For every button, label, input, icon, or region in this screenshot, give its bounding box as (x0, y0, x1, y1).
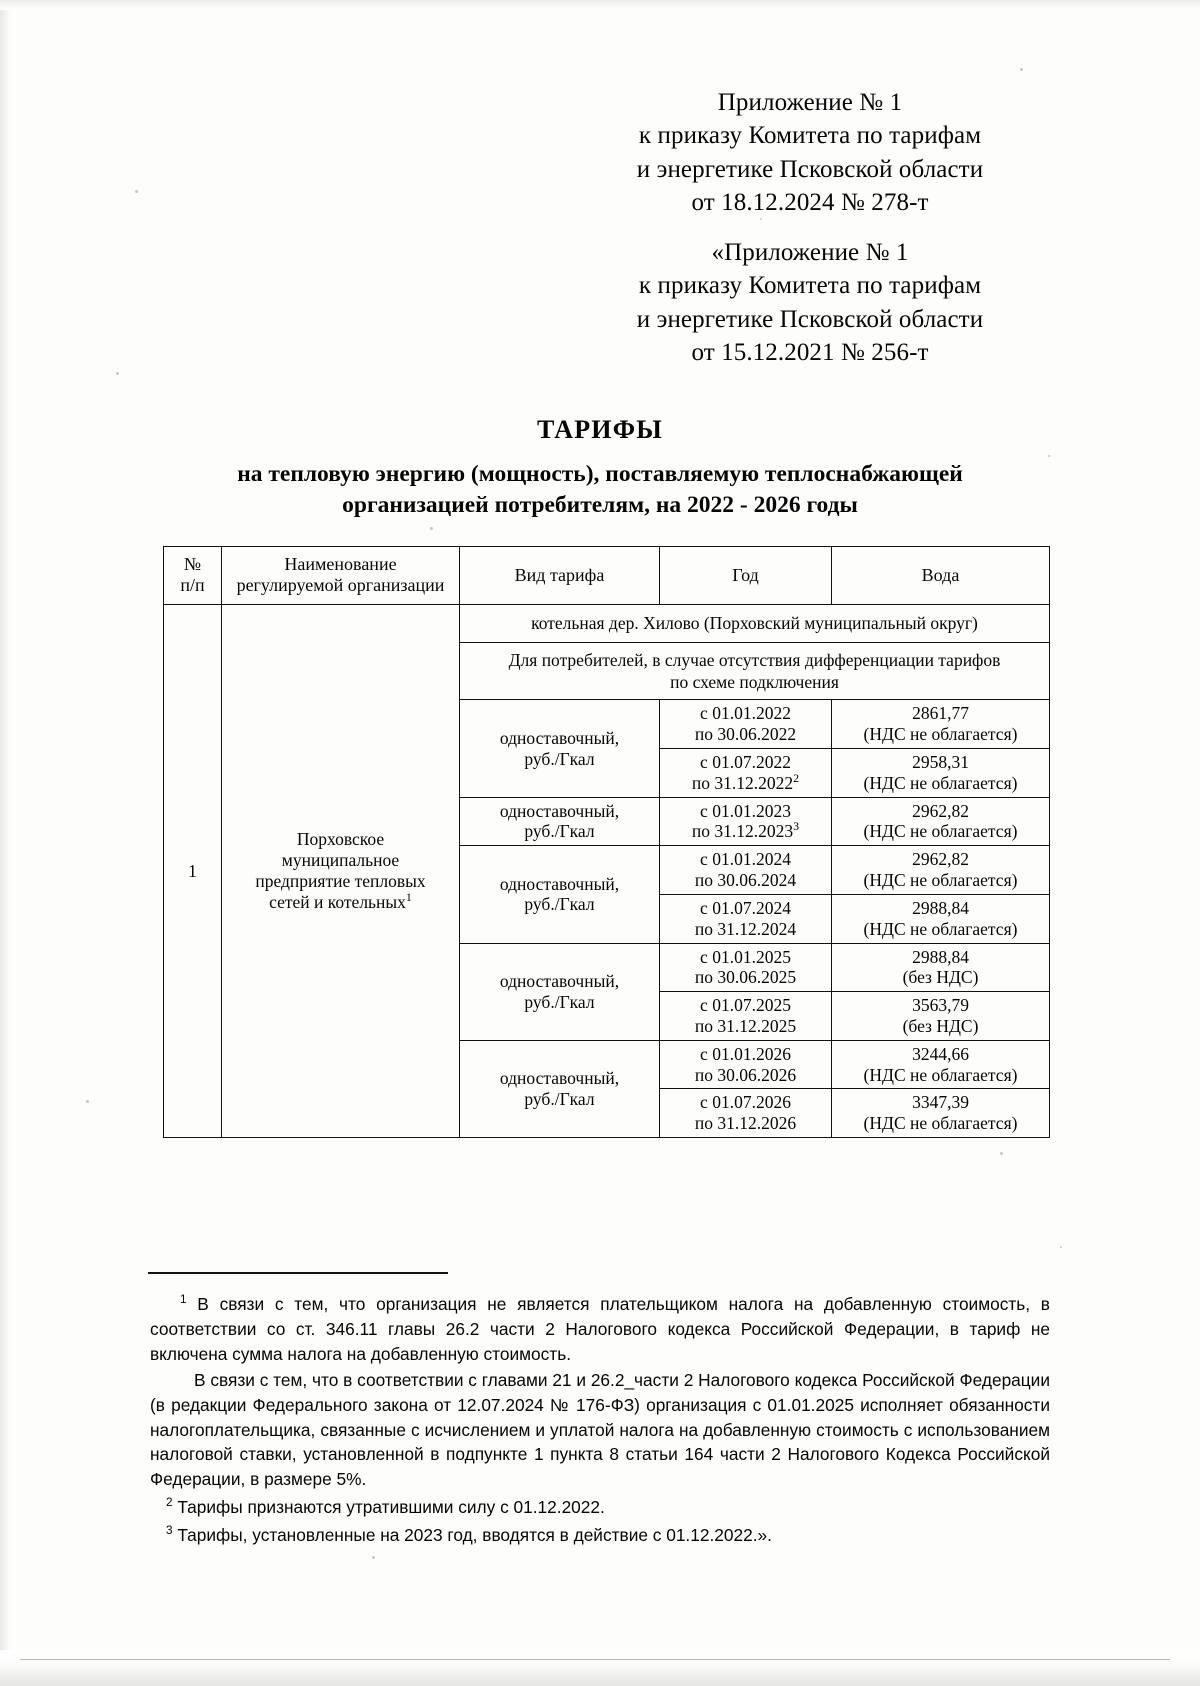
column-header-water: Вода (832, 547, 1050, 605)
cell-organization-name (222, 604, 460, 1137)
period-from: с 01.07.2024 (700, 897, 791, 918)
cell-water-tariff (832, 797, 1050, 846)
footnote-3 (150, 1523, 1050, 1548)
tariff-kind-line-2: руб./Гкал (524, 821, 595, 842)
tariff-vat-note: (НДС не облагается) (863, 1064, 1018, 1085)
period-footnote-mark: 2 (793, 771, 800, 786)
period-from: с 01.01.2025 (700, 946, 791, 967)
footnote-2 (150, 1495, 1050, 1520)
tariff-value: 3347,39 (912, 1092, 969, 1113)
header2-line-2: к приказу Комитета по тарифам (638, 272, 982, 300)
tariff-vat-note: (НДС не облагается) (863, 918, 1018, 939)
header1-line-4: от 18.12.2024 № 278-т (691, 188, 929, 216)
tariff-vat-note: (НДС не облагается) (863, 821, 1018, 842)
period-to-text: по 30.06.2026 (694, 1064, 797, 1085)
cell-tariff-kind (460, 846, 660, 943)
period-to (664, 967, 827, 988)
tariff-value: 2861,77 (912, 703, 969, 724)
period-to-text: по 30.06.2022 (694, 724, 797, 745)
tariff-kind-line-2: руб./Гкал (524, 1088, 595, 1109)
scan-speck (1020, 68, 1023, 71)
title-subtitle-line-2: организацией потребителям, на 2022 - 2026 годы (342, 492, 858, 519)
column-header-number-line1: № (183, 554, 202, 574)
period-from: с 01.07.2026 (700, 1092, 791, 1113)
tariff-value: 2988,84 (912, 946, 969, 967)
footnote-3-mark: 3 (166, 1524, 173, 1538)
footnote-2-mark: 2 (166, 1496, 173, 1510)
period-to (664, 1113, 827, 1134)
title-main: ТАРИФЫ (537, 415, 663, 444)
consumers-note-line-2: по схеме подключения (670, 672, 839, 693)
header2-line-4: от 15.12.2021 № 256-т (691, 338, 929, 366)
tariff-kind-line-1: одноставочный, (499, 970, 620, 991)
cell-row-number: 1 (164, 604, 222, 1137)
tariff-vat-note: (НДС не облагается) (863, 724, 1018, 745)
tariff-table (163, 546, 1050, 1138)
tariff-kind-line-2: руб./Гкал (524, 748, 595, 769)
period-to (664, 773, 827, 794)
tariff-kind-line-1: одноставочный, (499, 1068, 620, 1089)
cell-tariff-kind (460, 1040, 660, 1137)
tariff-value: 2958,31 (912, 752, 969, 773)
period-from: с 01.01.2023 (700, 800, 791, 821)
period-from: с 01.01.2024 (700, 849, 791, 870)
cell-period (660, 992, 832, 1041)
organization-line-3: предприятие тепловых (255, 870, 426, 891)
scan-speck (116, 372, 119, 375)
cell-water-tariff (832, 1040, 1050, 1089)
period-from: с 01.01.2026 (700, 1043, 791, 1064)
header1-line-3: и энергетике Псковской области (636, 155, 984, 183)
header2-line-3: и энергетике Псковской области (636, 305, 984, 333)
cell-water-tariff (832, 846, 1050, 895)
column-header-organization (222, 547, 460, 605)
table-header-row (164, 547, 1050, 605)
cell-period (660, 797, 832, 846)
period-to-text: по 31.12.2022 (691, 772, 794, 793)
tariff-value: 2962,82 (912, 800, 969, 821)
cell-period (660, 1040, 832, 1089)
period-to-text: по 30.06.2024 (694, 870, 797, 891)
scan-edge-top (0, 0, 1200, 10)
footnote-2-text: Тарифы признаются утратившими силу с 01.12.2022. (177, 1497, 605, 1518)
page-title (100, 415, 1100, 522)
tariff-vat-note: (НДС не облагается) (863, 1113, 1018, 1134)
tariff-value: 3244,66 (912, 1043, 969, 1064)
period-to (664, 821, 827, 842)
tariff-kind-line-2: руб./Гкал (524, 894, 595, 915)
header1-line-2: к приказу Комитета по тарифам (638, 122, 982, 150)
scan-speck (372, 1556, 375, 1559)
tariff-value: 2962,82 (912, 849, 969, 870)
period-from: с 01.01.2022 (700, 703, 791, 724)
period-to-text: по 31.12.2026 (694, 1113, 797, 1134)
cell-consumers-note (460, 642, 1050, 700)
period-to (664, 1065, 827, 1086)
cell-water-tariff (832, 992, 1050, 1041)
period-footnote-mark: 3 (793, 819, 800, 834)
organization-line-1: Порховское (296, 829, 385, 850)
organization-line-4-text: сетей и котельных (269, 891, 406, 912)
cell-period (660, 894, 832, 943)
header1-line-1: Приложение № 1 (717, 89, 903, 116)
consumers-note-line-1: Для потребителей, в случае отсутствия дифференциации тарифов (508, 649, 1001, 670)
column-header-number-line2: п/п (180, 575, 205, 596)
cell-period (660, 749, 832, 798)
period-to (664, 1016, 827, 1037)
cell-period (660, 1089, 832, 1138)
cell-boiler-label: котельная дер. Хилово (Порховский муниципальный округ) (460, 604, 1050, 642)
cell-period (660, 846, 832, 895)
period-to-text: по 31.12.2024 (694, 918, 797, 939)
column-header-tariff-kind: Вид тарифа (460, 547, 660, 605)
organization-line-2: муниципальное (281, 850, 400, 871)
footnote-3-text: Тарифы, установленные на 2023 год, вводятся в действие с 01.12.2022.». (177, 1525, 772, 1546)
tariff-kind-line-1: одноставочный, (499, 873, 620, 894)
period-to (664, 919, 827, 940)
scan-edge-bottom (0, 1650, 1200, 1686)
scan-speck (1000, 1152, 1003, 1155)
period-from: с 01.07.2022 (700, 752, 791, 773)
column-header-organization-line2: регулируемой организации (236, 575, 445, 596)
cell-period (660, 700, 832, 749)
scan-speck (86, 1100, 89, 1103)
period-to-text: по 30.06.2025 (694, 967, 797, 988)
period-to (664, 870, 827, 891)
footnote-separator (148, 1272, 448, 1274)
cell-water-tariff (832, 943, 1050, 992)
scan-speck (430, 527, 433, 530)
table-row-boiler-caption (164, 604, 1050, 642)
footnote-1-paragraph-2: В связи с тем, что в соответствии с главами 21 и 26.2_части 2 Налогового кодекса Российской Федерации (в редакции Федерального закона от 12.07.2024 № 176-ФЗ) организация с 01.01.2025 исполняет обязанности налогоплательщика, связанные с исчислением и уплатой налога на добавленную стоимость с использованием налоговой ставки, установленной в подпункте 1 пункта 8 статьи 164 части 2 Налогового Кодекса Российской Федерации, в размере 5%. (150, 1369, 1050, 1490)
footnotes-section (150, 1292, 1050, 1548)
tariff-kind-line-2: руб./Гкал (524, 991, 595, 1012)
tariff-vat-note: (НДС не облагается) (863, 772, 1018, 793)
period-to-text: по 31.12.2023 (691, 821, 794, 842)
title-subtitle-line-1: на тепловую энергию (мощность), поставляемую теплоснабжающей (237, 461, 963, 487)
tariff-vat-note: (без НДС) (902, 967, 979, 988)
cell-water-tariff (832, 749, 1050, 798)
cell-water-tariff (832, 1089, 1050, 1138)
scan-speck (135, 190, 138, 193)
tariff-value: 2988,84 (912, 897, 969, 918)
column-header-year: Год (660, 547, 832, 605)
cell-tariff-kind (460, 797, 660, 846)
footnote-1-paragraph-1-text: В связи с тем, что организация не является плательщиком налога на добавленную стоимость, в соответствии со ст. 346.11 главы 26.2 части 2 Налогового кодекса Российской Федерации, в тариф не включена сумма налога на добавленную стоимость. (150, 1294, 1050, 1364)
tariff-vat-note: (без НДС) (902, 1015, 979, 1036)
column-header-organization-line1: Наименование (284, 554, 397, 574)
column-header-number (164, 547, 222, 605)
cell-period (660, 943, 832, 992)
organization-footnote-mark: 1 (405, 889, 412, 904)
header2-line-1: «Приложение № 1 (711, 239, 909, 266)
footnote-1-paragraph-1 (150, 1292, 1050, 1367)
cell-water-tariff (832, 700, 1050, 749)
scan-speck (1060, 1246, 1062, 1248)
tariff-kind-line-1: одноставочный, (499, 727, 620, 748)
tariff-kind-line-1: одноставочный, (499, 800, 620, 821)
tariff-value: 3563,79 (912, 995, 969, 1016)
scan-bottom-rule (20, 1659, 1170, 1660)
scan-edge-left (0, 0, 16, 1686)
organization-line-4 (226, 889, 455, 913)
period-to-text: по 31.12.2025 (694, 1015, 797, 1036)
cell-water-tariff (832, 894, 1050, 943)
period-to (664, 724, 827, 745)
cell-tariff-kind (460, 943, 660, 1040)
header-attachment-reference-original (600, 236, 1020, 369)
header-attachment-reference-current (600, 86, 1020, 219)
tariff-vat-note: (НДС не облагается) (863, 870, 1018, 891)
footnote-1-mark: 1 (180, 1293, 187, 1307)
period-from: с 01.07.2025 (700, 995, 791, 1016)
cell-tariff-kind (460, 700, 660, 797)
